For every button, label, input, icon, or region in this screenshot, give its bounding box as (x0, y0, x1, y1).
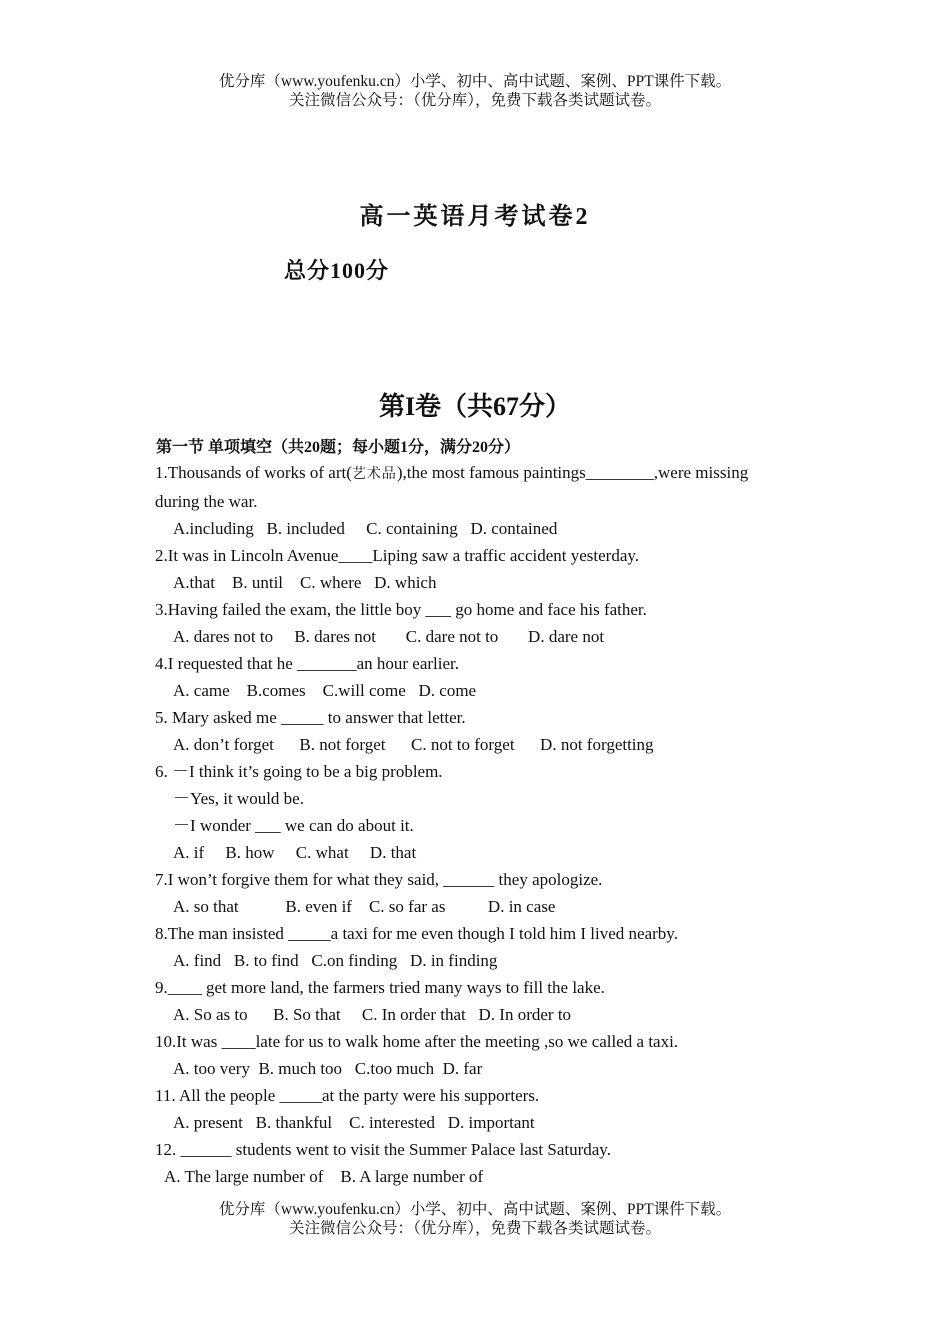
page-header (0, 72, 950, 110)
question-8-stem: 8.The man insisted _____a taxi for me even though I told him I lived nearby. (155, 924, 678, 943)
question-3-options: A. dares not to B. dares not C. dare not to D. dare not (173, 627, 605, 646)
question-5-stem: 5. Mary asked me _____ to answer that letter. (155, 708, 466, 727)
footer-line-1: 优分库（www.youfenku.cn）小学、初中、高中试题、案例、PPT课件下载。 (218, 1201, 732, 1218)
question-1-stem-continued: during the war. (155, 492, 258, 511)
question-2-options: A.that B. until C. where D. which (173, 573, 437, 592)
question-list (155, 459, 805, 1190)
question-3-stem: 3.Having failed the exam, the little boy ___ go home and face his father. (155, 600, 647, 619)
question-7-options: A. so that B. even if C. so far as D. in case (173, 897, 556, 916)
question-12-stem: 12. ______ students went to visit the Summer Palace last Saturday. (155, 1140, 611, 1159)
question-1-stem-part-a: 1.Thousands of works of art( (155, 463, 352, 482)
question-8-options: A. find B. to find C.on finding D. in finding (173, 951, 498, 970)
header-line-2: 关注微信公众号：（优分库），免费下载各类试题试卷。 (288, 92, 661, 109)
question-6-options: A. if B. how C. what D. that (173, 843, 417, 862)
page-footer (0, 1200, 950, 1238)
header-line-1: 优分库（www.youfenku.cn）小学、初中、高中试题、案例、PPT课件下载。 (218, 73, 732, 90)
total-score: 总分100分 (284, 258, 390, 283)
footer-line-2: 关注微信公众号：（优分库），免费下载各类试题试卷。 (288, 1220, 661, 1237)
question-1-options: A.including B. included C. containing D. contained (173, 519, 558, 538)
question-11-stem: 11. All the people _____at the party were his supporters. (155, 1086, 540, 1105)
question-10-stem: 10.It was ____late for us to walk home after the meeting ,so we called a taxi. (155, 1032, 679, 1051)
question-1-stem (155, 459, 805, 488)
question-4-stem: 4.I requested that he _______an hour earlier. (155, 654, 460, 673)
question-4-options: A. came B.comes C.will come D. come (173, 681, 477, 700)
question-2-stem: 2.It was in Lincoln Avenue____Liping saw a traffic accident yesterday. (155, 546, 640, 565)
question-9-options: A. So as to B. So that C. In order that D. In order to (173, 1005, 572, 1024)
question-6-stem: 6. －I think it’s going to be a big problem. (155, 762, 443, 781)
section-heading: 第一节 单项填空（共20题；每小题1分，满分20分） (156, 439, 521, 456)
question-5-options: A. don’t forget B. not forget C. not to forget D. not forgetting (173, 735, 654, 754)
question-7-stem: 7.I won’t forgive them for what they said, ______ they apologize. (155, 870, 603, 889)
volume-title: 第I卷（共67分） (378, 392, 572, 421)
question-10-options: A. too very B. much too C.too much D. far (173, 1059, 483, 1078)
question-6-reply-1: －Yes, it would be. (173, 789, 304, 808)
question-1-stem-part-b: ),the most famous paintings________,were missing (396, 463, 749, 482)
question-11-options: A. present B. thankful C. interested D. important (173, 1113, 535, 1132)
question-12-options: A. The large number of B. A large number of (164, 1167, 484, 1186)
question-6-reply-2: －I wonder ___ we can do about it. (173, 816, 414, 835)
question-1-stem-chinese: 艺术品 (351, 467, 397, 482)
question-9-stem: 9.____ get more land, the farmers tried many ways to fill the lake. (155, 978, 605, 997)
exam-title: 高一英语月考试卷2 (359, 204, 591, 230)
